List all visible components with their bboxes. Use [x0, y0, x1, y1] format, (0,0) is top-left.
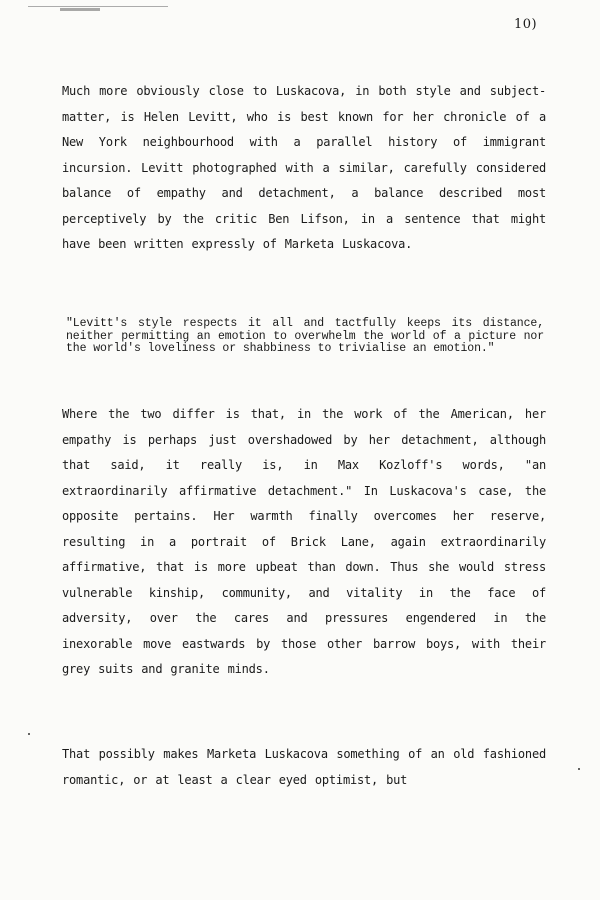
- paragraph-romantic: That possibly makes Marketa Luskacova something of an old fashioned romantic, or at least a clear eyed optimist, but: [62, 747, 546, 787]
- paragraph-levitt-comparison: Much more obviously close to Luskacova, in both style and subject-matter, is Helen Levitt, who is best known for her chronicle of a New York neighbourhood with a parallel history of immigrant incursion. Levitt photographed with a similar, carefully considered balance of empathy and detachment, a balance described most perceptively by the critic Ben Lifson, in a sentence that might have been written expressly of Marketa Luskacova.: [62, 84, 546, 251]
- scan-speck: [28, 733, 30, 735]
- scan-artifact: [60, 8, 100, 11]
- page-number: 10): [514, 17, 538, 32]
- scan-speck: [578, 768, 580, 770]
- block-quote-lifson: "Levitt's style respects it all and tactfully keeps its distance, neither permitting an emotion to overwhelm the world of a picture nor the world's loveliness or shabbiness to trivialise an emotion.": [66, 317, 544, 355]
- paragraph-differences: Where the two differ is that, in the work of the American, her empathy is perhaps just overshadowed by her detachment, although that said, it really is, in Max Kozloff's words, "an extraordinarily affirmative detachment." In Luskacova's case, the opposite pertains. Her warmth finally overcomes her reserve, resulting in a portrait of Brick Lane, again extraordinarily affirmative, that is more upbeat than down. Thus she would stress vulnerable kinship, community, and vitality in the face of adversity, over the cares and pressures engendered in the inexorable move eastwards by those other barrow boys, with their grey suits and granite minds.: [62, 407, 546, 676]
